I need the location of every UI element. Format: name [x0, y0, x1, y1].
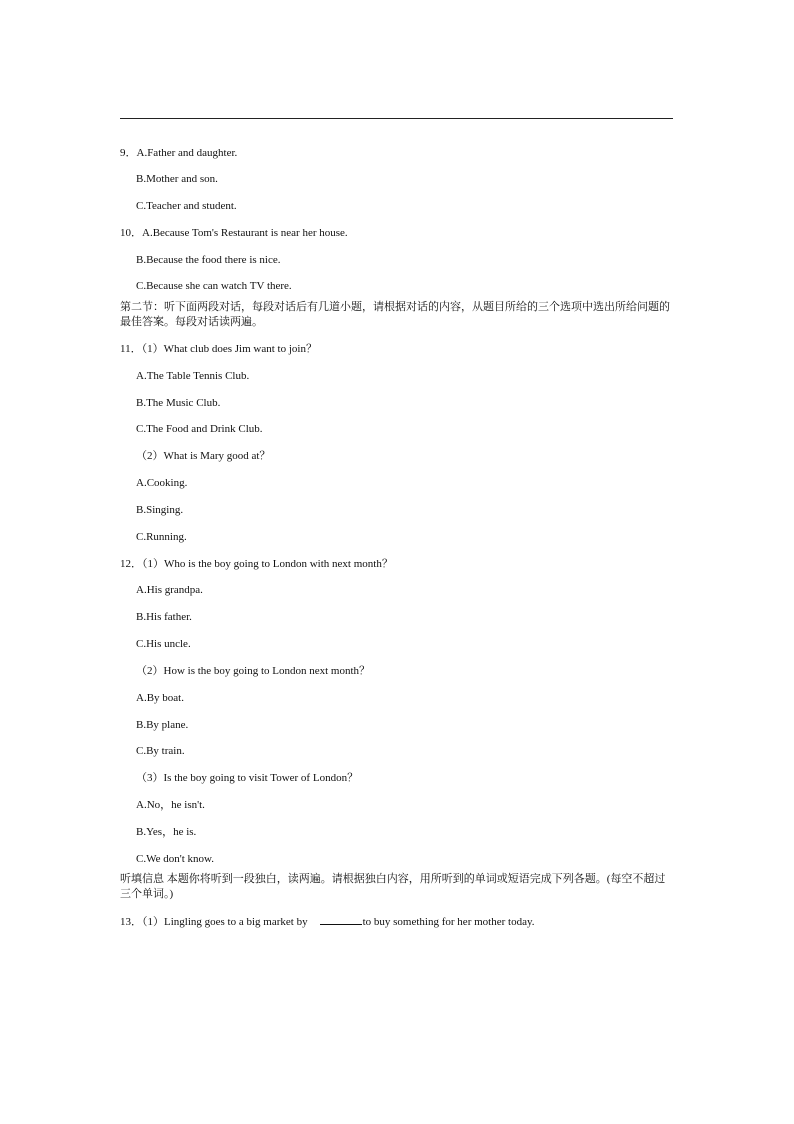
- q12-2-option-a: A.By boat.: [136, 692, 184, 704]
- q13-text-after: to buy something for her mother today.: [362, 916, 535, 928]
- q11-2-option-c: C.Running.: [136, 531, 187, 543]
- q9-stem: 9．A.Father and daughter.: [120, 147, 238, 159]
- q12-sub2-stem: （2）How is the boy going to London next month？: [136, 665, 371, 677]
- q12-2-option-c: C.By train.: [136, 745, 185, 757]
- q11-2-option-b: B.Singing.: [136, 504, 184, 516]
- q13-line: [120, 914, 535, 929]
- q13-text-before: 13．（1）Lingling goes to a big market by: [120, 916, 308, 928]
- q11-2-option-a: A.Cooking.: [136, 477, 188, 489]
- section3-instruction: 听填信息 本题你将听到一段独白，读两遍。请根据独白内容，用所听到的单词或短语完成下列各题。(每空不超过三个单词。): [120, 873, 666, 900]
- q13-answer-blank[interactable]: [320, 914, 362, 925]
- q12-1-option-c: C.His uncle.: [136, 638, 191, 650]
- q12-stem: 12．（1）Who is the boy going to London with next month？: [120, 558, 393, 570]
- q9-option-b: B.Mother and son.: [136, 173, 218, 185]
- header-rule: [120, 118, 673, 119]
- q11-1-option-b: B.The Music Club.: [136, 397, 221, 409]
- q10-option-c: C.Because she can watch TV there.: [136, 280, 292, 292]
- q11-1-option-c: C.The Food and Drink Club.: [136, 423, 263, 435]
- q12-sub3-stem: （3）Is the boy going to visit Tower of London？: [136, 772, 359, 784]
- section2-instruction: 第二节：听下面两段对话，每段对话后有几道小题，请根据对话的内容，从题目所给的三个选项中选出所给问题的最佳答案。每段对话读两遍。: [120, 301, 670, 328]
- q12-1-option-a: A.His grandpa.: [136, 584, 203, 596]
- q12-3-option-b: B.Yes，he is.: [136, 826, 197, 838]
- q10-stem: 10．A.Because Tom's Restaurant is near her house.: [120, 227, 348, 239]
- q12-3-option-a: A.No，he isn't.: [136, 799, 205, 811]
- q9-option-c: C.Teacher and student.: [136, 200, 237, 212]
- q12-3-option-c: C.We don't know.: [136, 853, 214, 865]
- q12-2-option-b: B.By plane.: [136, 719, 189, 731]
- q11-1-option-a: A.The Table Tennis Club.: [136, 370, 250, 382]
- q11-sub2-stem: （2）What is Mary good at？: [136, 450, 271, 462]
- q12-1-option-b: B.His father.: [136, 611, 192, 623]
- q11-stem: 11．（1）What club does Jim want to join？: [120, 343, 317, 355]
- q10-option-b: B.Because the food there is nice.: [136, 254, 281, 266]
